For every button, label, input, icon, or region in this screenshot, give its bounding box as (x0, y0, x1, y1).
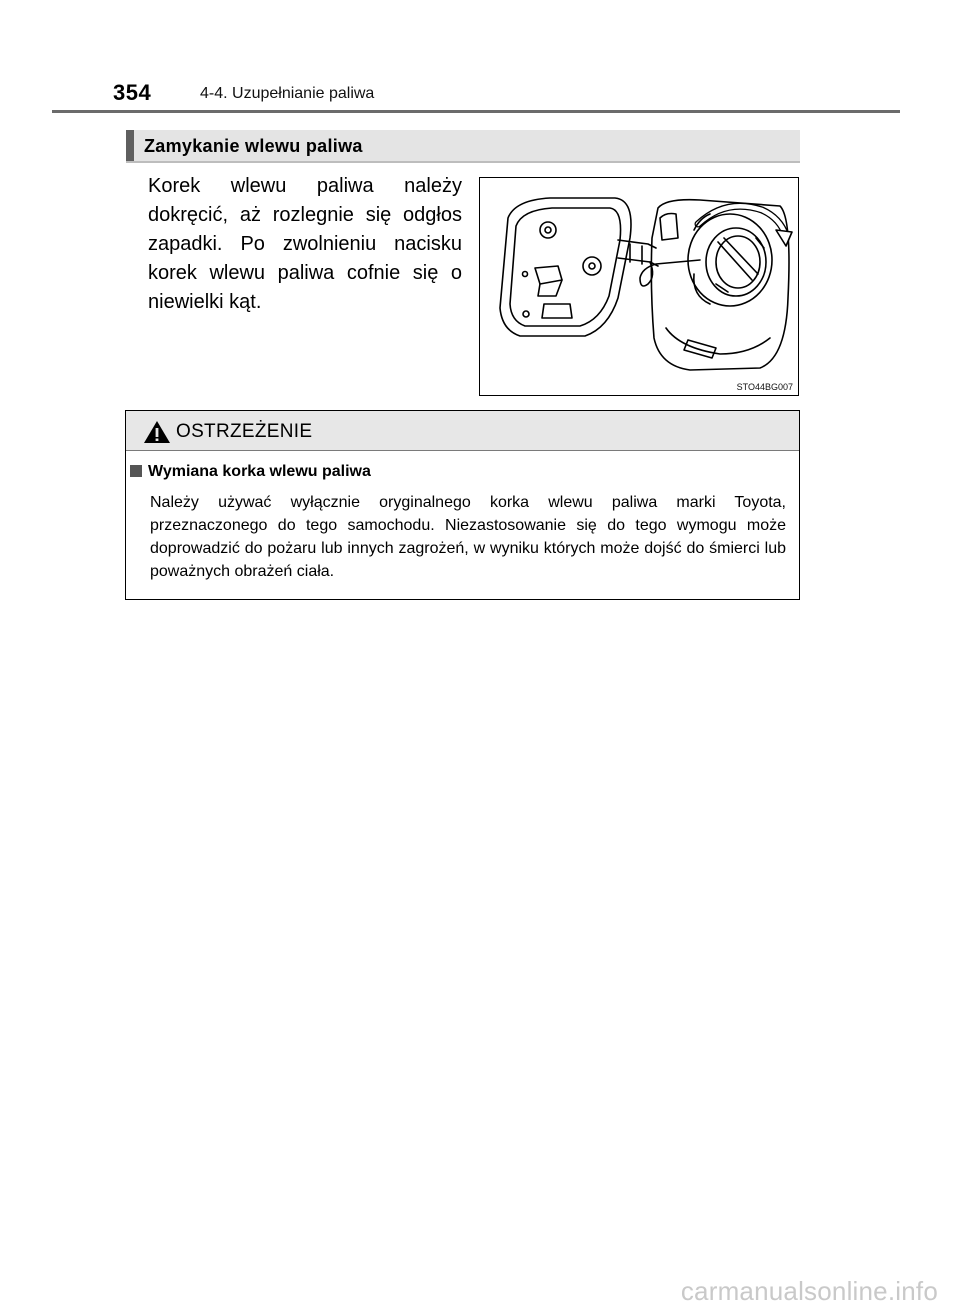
chapter-title: 4-4. Uzupełnianie paliwa (200, 85, 375, 102)
figure-code: STO44BG007 (736, 382, 793, 392)
section-title: Zamykanie wlewu paliwa (144, 136, 363, 156)
watermark: carmanualsonline.info (680, 1276, 938, 1306)
warning-subheading-text: Wymiana korka wlewu paliwa (148, 463, 371, 480)
warning-title: OSTRZEŻENIE (176, 421, 313, 442)
heading-accent-bar (126, 130, 134, 161)
page-header (0, 0, 960, 115)
body-paragraph: Korek wlewu paliwa należy dokręcić, aż rozlegnie się odgłos zapadki. Po zwolnieniu nacisku korek wlewu paliwa cofnie się o niewielki kąt. (148, 175, 462, 313)
warning-subheading (130, 463, 371, 481)
fuel-cap-illustration-icon (480, 178, 798, 395)
warning-text: Należy używać wyłącznie oryginalnego korka wlewu paliwa marki Toyota, przeznaczonego do tego samochodu. Niezastosowanie się do tego wymogu może doprowadzić do pożaru lub innych zagrożeń, w wyniku których może dojść do śmierci lub poważnych obrażeń ciała. (150, 494, 786, 580)
header-rule (52, 110, 900, 113)
warning-header (126, 411, 799, 451)
warning-box (125, 410, 800, 600)
bullet-square-icon (130, 465, 142, 477)
figure-fuel-cap (479, 177, 799, 396)
section-heading (126, 130, 800, 163)
page-number: 354 (113, 80, 152, 105)
warning-triangle-icon (143, 420, 171, 449)
